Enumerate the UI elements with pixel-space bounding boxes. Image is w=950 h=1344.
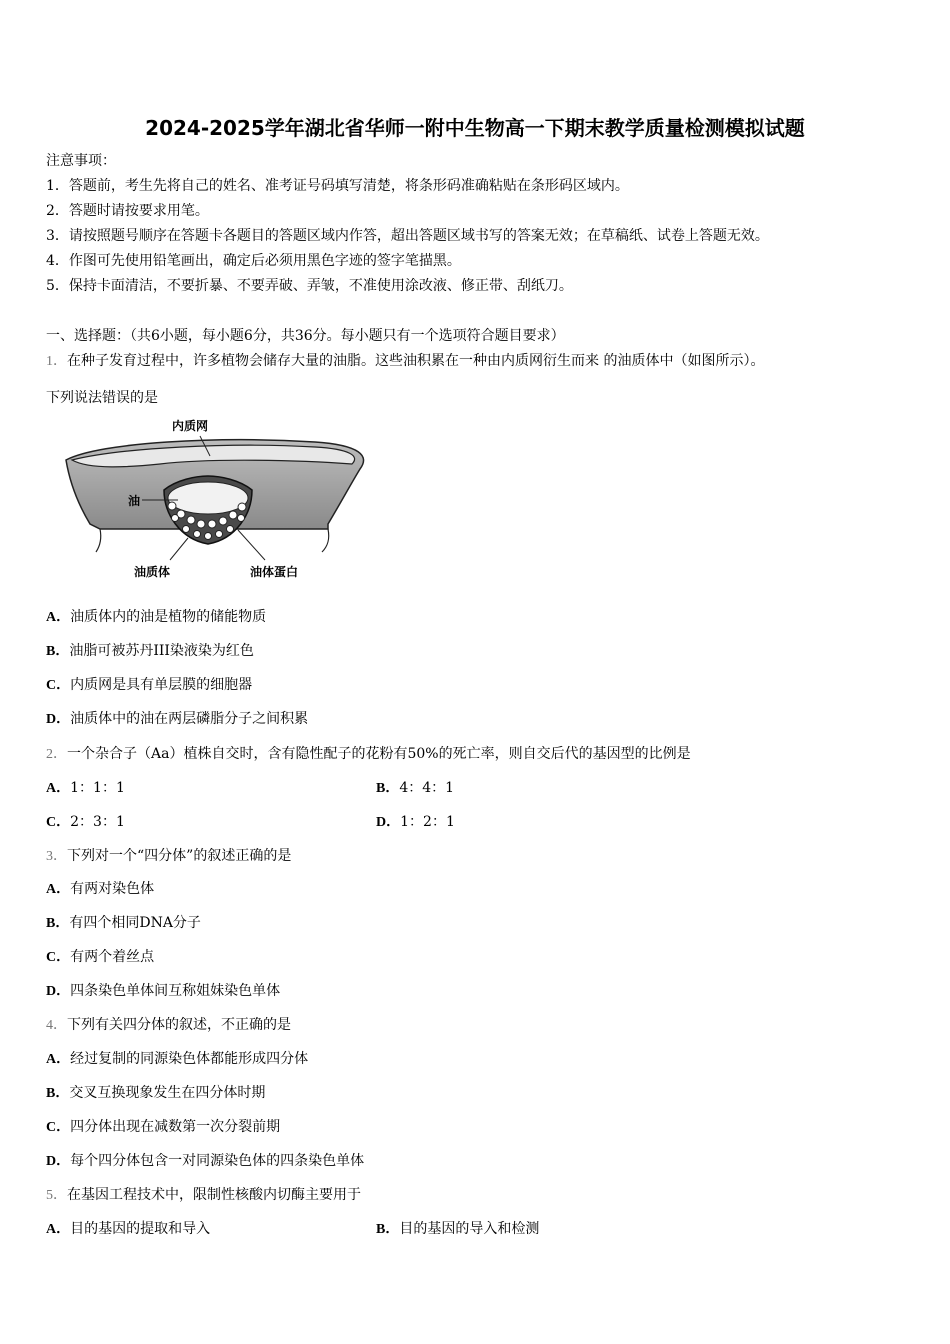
option-text: 四条染色单体间互称姐妹染色单体 [70, 983, 281, 999]
option-b[interactable] [46, 1083, 265, 1104]
section-heading: 一、选择题：（共6小题，每小题6分，共36分。每小题只有一个选项符合题目要求） [46, 328, 565, 344]
option-label: C． [46, 815, 71, 830]
option-text: 1：1：1 [70, 780, 125, 796]
option-text: 4：4：1 [399, 780, 455, 796]
option-label: C． [46, 1120, 71, 1135]
option-text: 每个四分体包含一对同源染色体的四条染色单体 [70, 1153, 365, 1169]
question-text: 一个杂合子（Aa）植株自交时，含有隐性配子的花粉有50%的死亡率，则自交后代的基因型的比例是 [67, 746, 691, 762]
option-label: D． [376, 815, 401, 830]
question-1-stem-continued: 下列说法错误的是 [46, 390, 158, 406]
option-c[interactable] [46, 812, 125, 833]
question-5-stem [46, 1185, 361, 1206]
figure-label-oil-body: 油质体 [134, 565, 171, 579]
option-a[interactable] [46, 1219, 210, 1240]
oil-body-diagram [60, 414, 370, 584]
question-2-stem [46, 744, 691, 765]
note-item: 1．答题前，考生先将自己的姓名、准考证号码填写清楚，将条形码准确粘贴在条形码区域内。 [46, 178, 629, 194]
option-text: 有两对染色体 [70, 881, 155, 897]
option-a[interactable] [46, 607, 266, 628]
option-label: D． [46, 1154, 71, 1169]
option-a[interactable] [46, 778, 125, 799]
option-text: 目的基因的提取和导入 [70, 1221, 211, 1237]
question-1-stem [46, 351, 764, 372]
notes-heading: 注意事项： [46, 153, 116, 169]
option-d[interactable] [46, 709, 308, 730]
option-c[interactable] [46, 947, 154, 968]
option-text: 四分体出现在减数第一次分裂前期 [70, 1119, 281, 1135]
option-b[interactable] [46, 913, 201, 934]
body-label-line [170, 538, 188, 560]
note-item: 5．保持卡面清洁，不要折暴、不要弄破、弄皱，不准使用涂改液、修正带、刮纸刀。 [46, 278, 573, 294]
option-text: 1：2：1 [400, 814, 455, 830]
page-title: 2024-2025学年湖北省华师一附中生物高一下期末教学质量检测模拟试题 [145, 116, 805, 140]
question-number: 5． [46, 1188, 67, 1203]
option-label: C． [46, 678, 71, 693]
option-text: 内质网是具有单层膜的细胞器 [70, 677, 253, 693]
question-number: 2． [46, 747, 67, 762]
option-text: 有两个着丝点 [70, 949, 155, 965]
option-text: 2：3：1 [70, 814, 125, 830]
question-number: 3． [46, 849, 67, 864]
note-item: 2．答题时请按要求用笔。 [46, 203, 209, 219]
question-text: 下列对一个“四分体”的叙述正确的是 [67, 848, 292, 864]
option-text: 经过复制的同源染色体都能形成四分体 [70, 1051, 309, 1067]
note-item: 3．请按照题号顺序在答题卡各题目的答题区域内作答，超出答题区域书写的答案无效；在草稿纸、试卷上答题无效。 [46, 228, 769, 244]
question-number: 4． [46, 1018, 67, 1033]
question-text: 在种子发育过程中，许多植物会储存大量的油脂。这些油积累在一种由内质网衍生而来 的油质体中（如图所示）。 [67, 353, 765, 369]
option-text: 油质体内的油是植物的储能物质 [70, 609, 267, 625]
oil-core [168, 482, 248, 514]
option-label: B． [46, 1086, 70, 1101]
question-4-stem [46, 1015, 291, 1036]
option-text: 有四个相同DNA分子 [69, 915, 201, 931]
er-edge-left [96, 529, 101, 552]
option-d[interactable] [46, 1151, 364, 1172]
option-b[interactable] [46, 641, 254, 662]
option-label: C． [46, 950, 71, 965]
figure-label-oil: 油 [128, 494, 141, 508]
option-label: A． [46, 1222, 71, 1237]
option-label: A． [46, 610, 71, 625]
figure-label-er: 内质网 [172, 419, 209, 433]
option-text: 油脂可被苏丹III染液染为红色 [69, 643, 254, 659]
option-text: 交叉互换现象发生在四分体时期 [69, 1085, 266, 1101]
option-label: A． [46, 781, 71, 796]
question-number: 1． [46, 354, 67, 369]
question-text: 下列有关四分体的叙述，不正确的是 [67, 1017, 291, 1033]
question-text: 在基因工程技术中，限制性核酸内切酶主要用于 [67, 1187, 361, 1203]
question-3-stem [46, 846, 291, 867]
option-text: 油质体中的油在两层磷脂分子之间积累 [70, 711, 309, 727]
option-label: A． [46, 882, 71, 897]
option-label: D． [46, 984, 71, 999]
option-label: D． [46, 712, 71, 727]
option-label: A． [46, 1052, 71, 1067]
oil-body-figure [60, 414, 370, 584]
option-d[interactable] [376, 812, 455, 833]
option-d[interactable] [46, 981, 280, 1002]
option-b[interactable] [376, 778, 454, 799]
figure-label-oleosin: 油体蛋白 [250, 565, 299, 579]
option-c[interactable] [46, 1117, 280, 1138]
option-b[interactable] [376, 1219, 539, 1240]
er-edge-right [322, 529, 329, 552]
note-item: 4．作图可先使用铅笔画出，确定后必须用黑色字迹的签字笔描黑。 [46, 253, 461, 269]
option-c[interactable] [46, 675, 252, 696]
protein-label-line [238, 530, 265, 560]
option-label: B． [46, 644, 70, 659]
option-label: B． [376, 1222, 400, 1237]
option-label: B． [46, 916, 70, 931]
option-a[interactable] [46, 1049, 308, 1070]
option-text: 目的基因的导入和检测 [399, 1221, 540, 1237]
option-label: B． [376, 781, 400, 796]
option-a[interactable] [46, 879, 154, 900]
